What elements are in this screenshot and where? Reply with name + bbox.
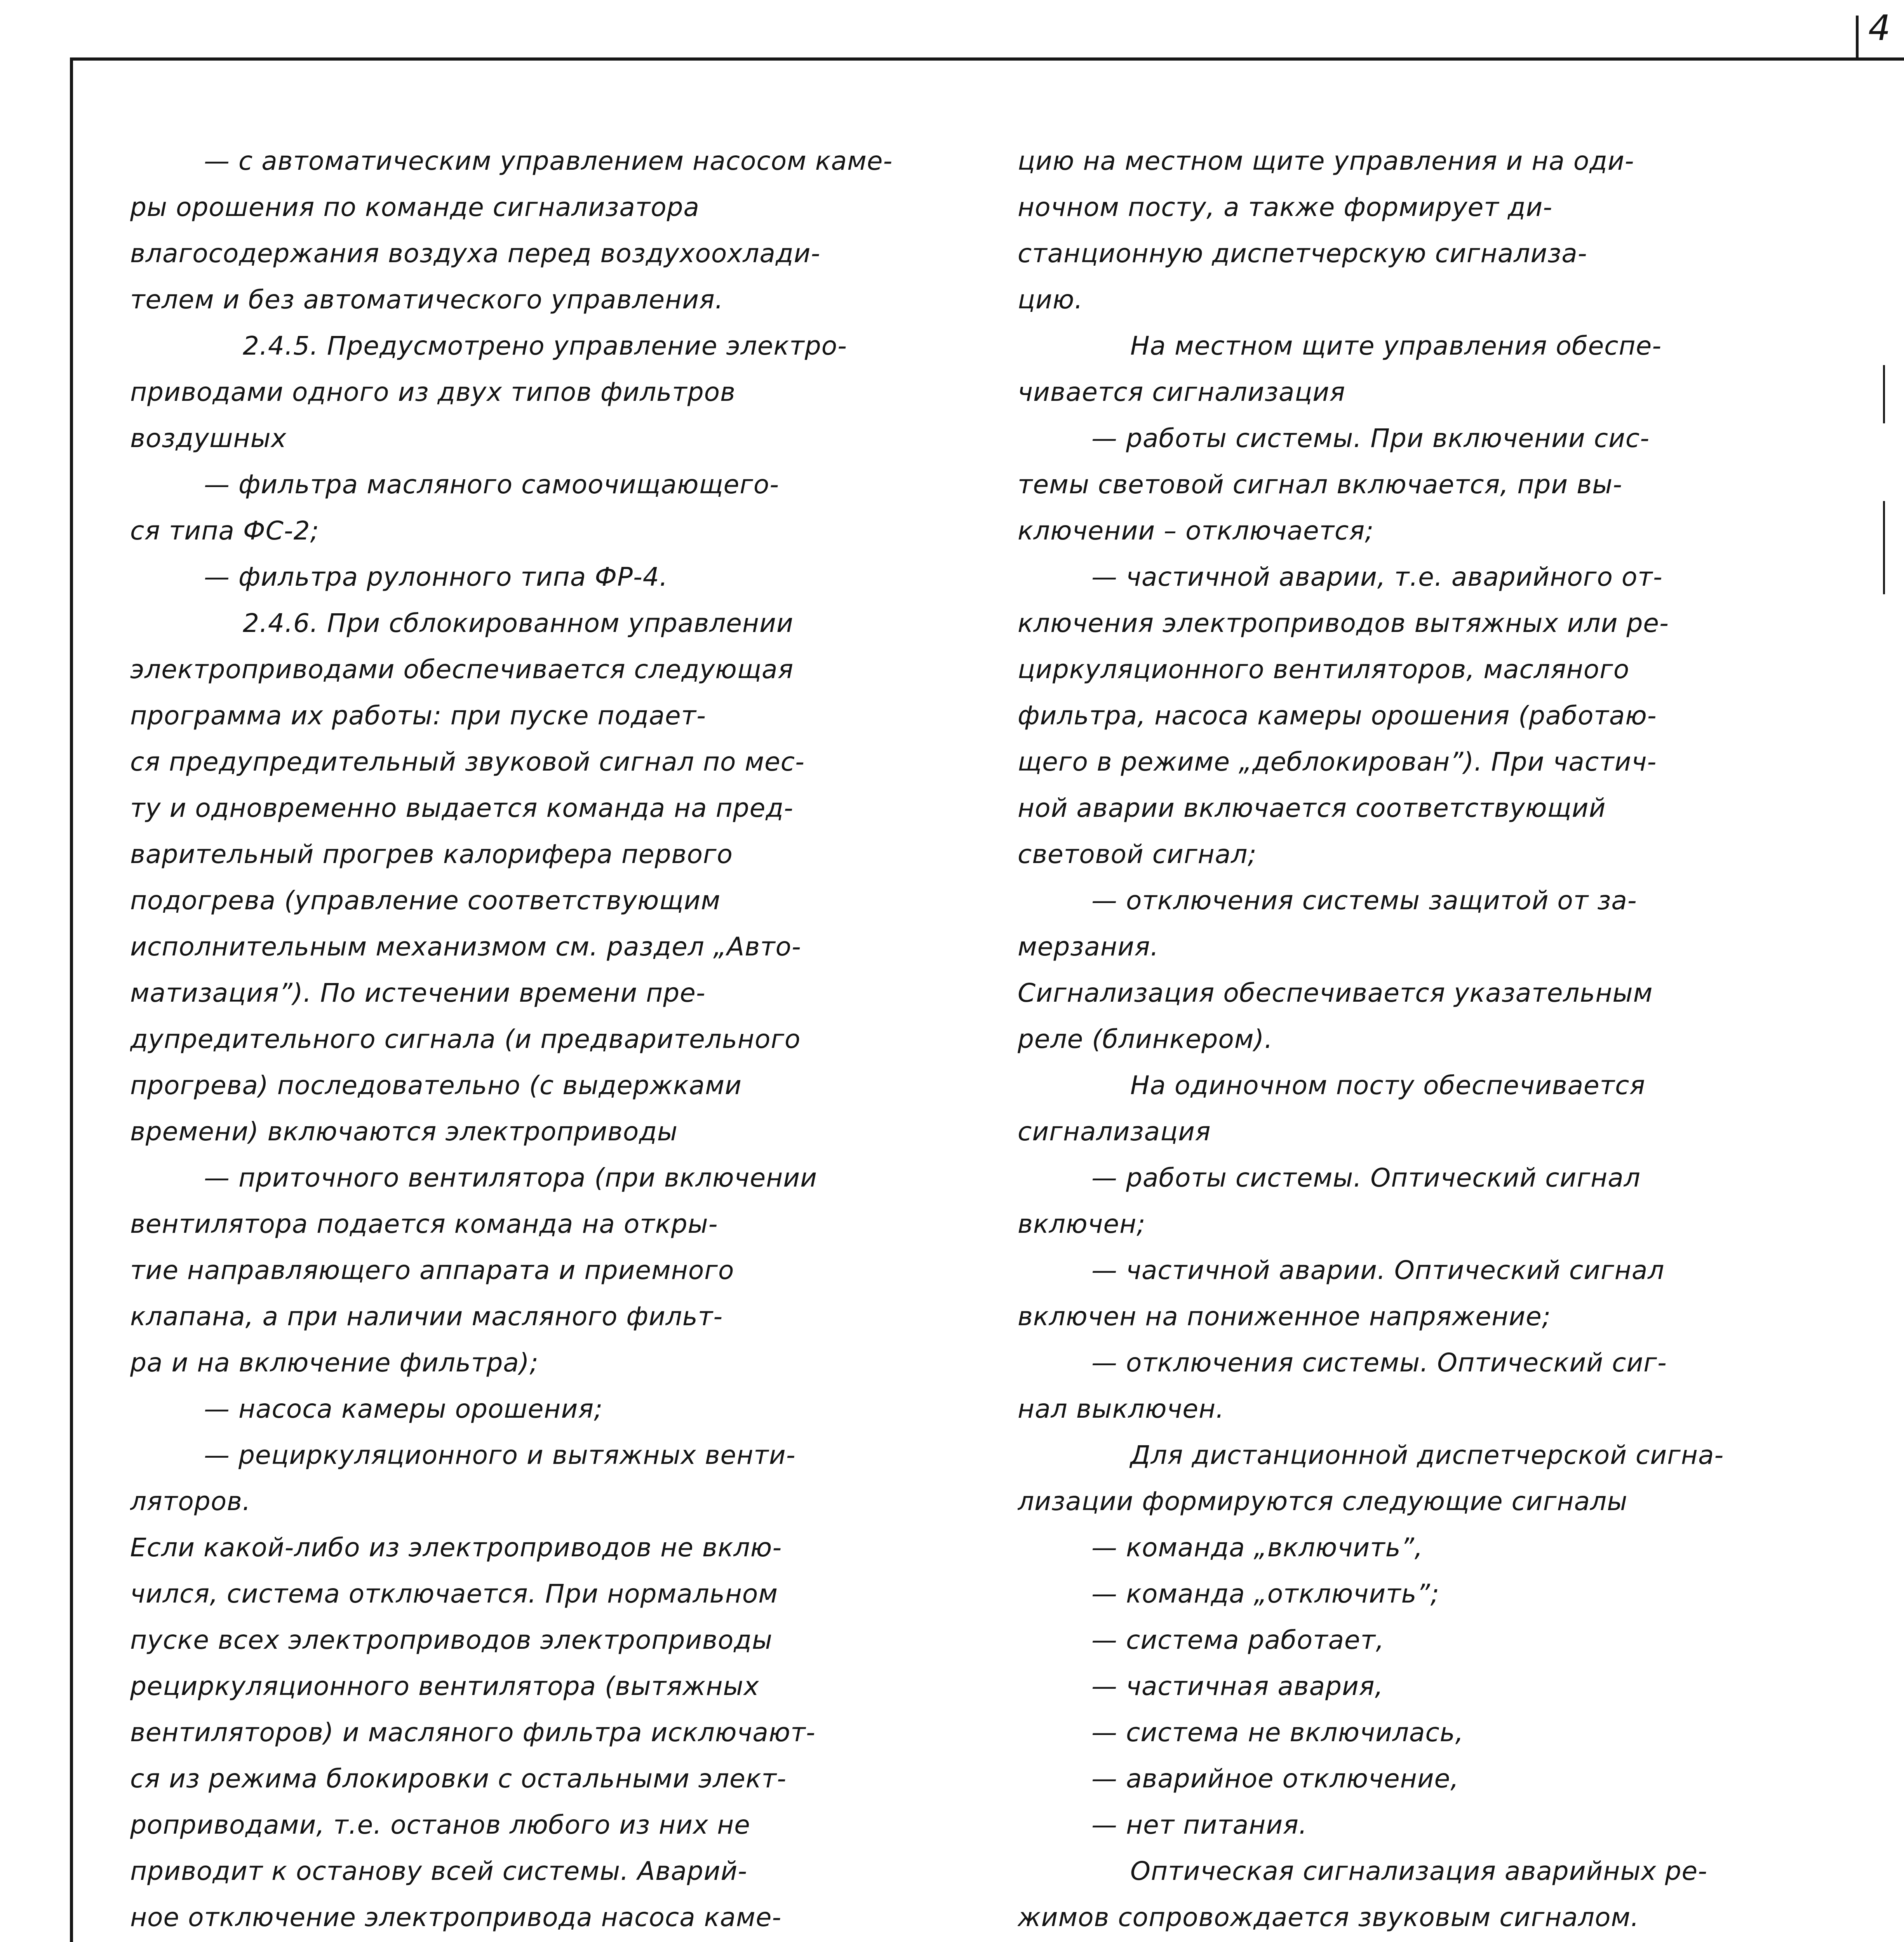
text-line: включен на пониженное напряжение; (1018, 1302, 1551, 1331)
text-line: темы световой сигнал включается, при вы- (1018, 470, 1623, 499)
text-line: матизация”). По истечении времени пре- (130, 978, 706, 1008)
text-line: ключении – отключается; (1018, 516, 1374, 546)
text-line: — система не включилась, (1091, 1718, 1464, 1747)
text-line: ся предупредительный звуковой сигнал по мес- (130, 747, 805, 777)
text-line: — фильтра масляного самоочищающего- (204, 470, 780, 499)
text-line: пуске всех электроприводов электроприводы (130, 1625, 773, 1655)
right-text-column (1018, 138, 1814, 1942)
text-line: фильтра, насоса камеры орошения (работаю- (1018, 701, 1657, 731)
text-line: Оптическая сигнализация аварийных ре- (1130, 1856, 1707, 1886)
text-line: — нет питания. (1091, 1810, 1307, 1840)
text-line: циркуляционного вентиляторов, масляного (1018, 654, 1630, 684)
text-line: ляторов. (130, 1486, 251, 1516)
text-line: — фильтра рулонного типа ФР-4. (204, 562, 668, 592)
text-line: — частичной аварии, т.е. аварийного от- (1091, 562, 1663, 592)
text-line: ночном посту, а также формирует ди- (1018, 192, 1553, 222)
scan-mark-1 (1883, 365, 1885, 423)
text-line: ной аварии включается соответствующий (1018, 793, 1606, 823)
text-line: станционную диспетчерскую сигнализа- (1018, 238, 1587, 268)
text-line (1018, 1940, 1814, 1942)
text-line: мерзания. (1018, 932, 1159, 962)
text-line: телем и без автоматического управления. (130, 285, 724, 315)
frame-top (70, 57, 1904, 61)
text-line: — рециркуляционного и вытяжных венти- (204, 1440, 796, 1470)
text-line: роприводами, т.е. останов любого из них не (130, 1810, 750, 1840)
text-line: жимов сопровождается звуковым сигналом. (1018, 1902, 1639, 1932)
text-line: 2.4.6. При сблокированном управлении (243, 608, 794, 638)
scan-mark-2 (1883, 501, 1885, 594)
text-line: ся типа ФС-2; (130, 516, 319, 546)
text-line: — работы системы. Оптический сигнал (1091, 1163, 1641, 1193)
text-line: приводит к останову всей системы. Аварий- (130, 1856, 748, 1886)
text-line: вентиляторов) и масляного фильтра исключают- (130, 1718, 816, 1747)
text-line: Для дистанционной диспетчерской сигна- (1130, 1440, 1724, 1470)
text-line: воздушных (130, 423, 287, 453)
text-line: дупредительного сигнала (и предварительного (130, 1024, 801, 1054)
text-line: — отключения системы защитой от за- (1091, 886, 1637, 915)
text-line: Если какой-либо из электроприводов не вклю- (130, 1533, 782, 1563)
text-line: — отключения системы. Оптический сиг- (1091, 1348, 1667, 1378)
text-line: влагосодержания воздуха перед воздухоохлади- (130, 238, 821, 268)
text-line: световой сигнал; (1018, 839, 1257, 869)
text-line: сигнализация (1018, 1117, 1211, 1147)
text-line: прогрева) последовательно (с выдержками (130, 1070, 742, 1100)
text-line: — приточного вентилятора (при включении (204, 1163, 818, 1193)
text-line: включен; (1018, 1209, 1146, 1239)
text-line: — частичная авария, (1091, 1671, 1384, 1701)
text-line: подогрева (управление соответствующим (130, 886, 721, 915)
text-line: времени) включаются электроприводы (130, 1117, 678, 1147)
text-line: электроприводами обеспечивается следующая (130, 654, 794, 684)
text-line: программа их работы: при пуске подает- (130, 701, 706, 731)
text-line: 2.4.5. Предусмотрено управление электро- (243, 331, 847, 361)
text-line: реле (блинкером). (1018, 1024, 1273, 1054)
text-line: тие направляющего аппарата и приемного (130, 1255, 734, 1285)
text-line: На одиночном посту обеспечивается (1130, 1070, 1646, 1100)
text-line: нал выключен. (1018, 1394, 1225, 1424)
text-line: ся из режима блокировки с остальными элект- (130, 1764, 787, 1794)
text-line: вентилятора подается команда на откры- (130, 1209, 718, 1239)
corner-tick (1856, 16, 1859, 60)
text-line: чивается сигнализация (1018, 377, 1345, 407)
text-line: ту и одновременно выдается команда на пред- (130, 793, 794, 823)
text-line: рециркуляционного вентилятора (вытяжных (130, 1671, 759, 1701)
text-line: — система работает, (1091, 1625, 1385, 1655)
text-line: цию. (1018, 285, 1083, 315)
left-text-column (130, 138, 926, 1942)
text-line: лизации формируются следующие сигналы (1018, 1486, 1628, 1516)
text-line: ры орошения по команде сигнализатора (130, 192, 700, 222)
text-line: ключения электроприводов вытяжных или ре- (1018, 608, 1669, 638)
text-line: исполнительным механизмом см. раздел „Авто- (130, 932, 801, 962)
text-line: приводами одного из двух типов фильтров (130, 377, 736, 407)
text-line: цию на местном щите управления и на оди- (1018, 146, 1634, 176)
text-line: На местном щите управления обеспе- (1130, 331, 1662, 361)
text-line: — команда „отключить”; (1091, 1579, 1439, 1609)
text-line: — аварийное отключение, (1091, 1764, 1459, 1794)
text-line: ра и на включение фильтра); (130, 1348, 539, 1378)
text-line: клапана, а при наличии масляного фильт- (130, 1302, 723, 1331)
text-line: варительный прогрев калорифера первого (130, 839, 733, 869)
text-line: — команда „включить”, (1091, 1533, 1423, 1563)
text-line: Сигнализация обеспечивается указательным (1018, 978, 1653, 1008)
corner-sheet-number: 4 (1868, 8, 1891, 49)
text-line: — работы системы. При включении сис- (1091, 423, 1650, 453)
text-line (130, 1940, 926, 1942)
text-line: — с автоматическим управлением насосом каме- (204, 146, 893, 176)
text-line: ное отключение электропривода насоса каме- (130, 1902, 782, 1932)
frame-left (70, 57, 73, 1942)
text-line: — частичной аварии. Оптический сигнал (1091, 1255, 1665, 1285)
text-line: щего в режиме „деблокирован”). При частич- (1018, 747, 1657, 777)
text-line: — насоса камеры орошения; (204, 1394, 603, 1424)
text-line: чился, система отключается. При нормальном (130, 1579, 778, 1609)
